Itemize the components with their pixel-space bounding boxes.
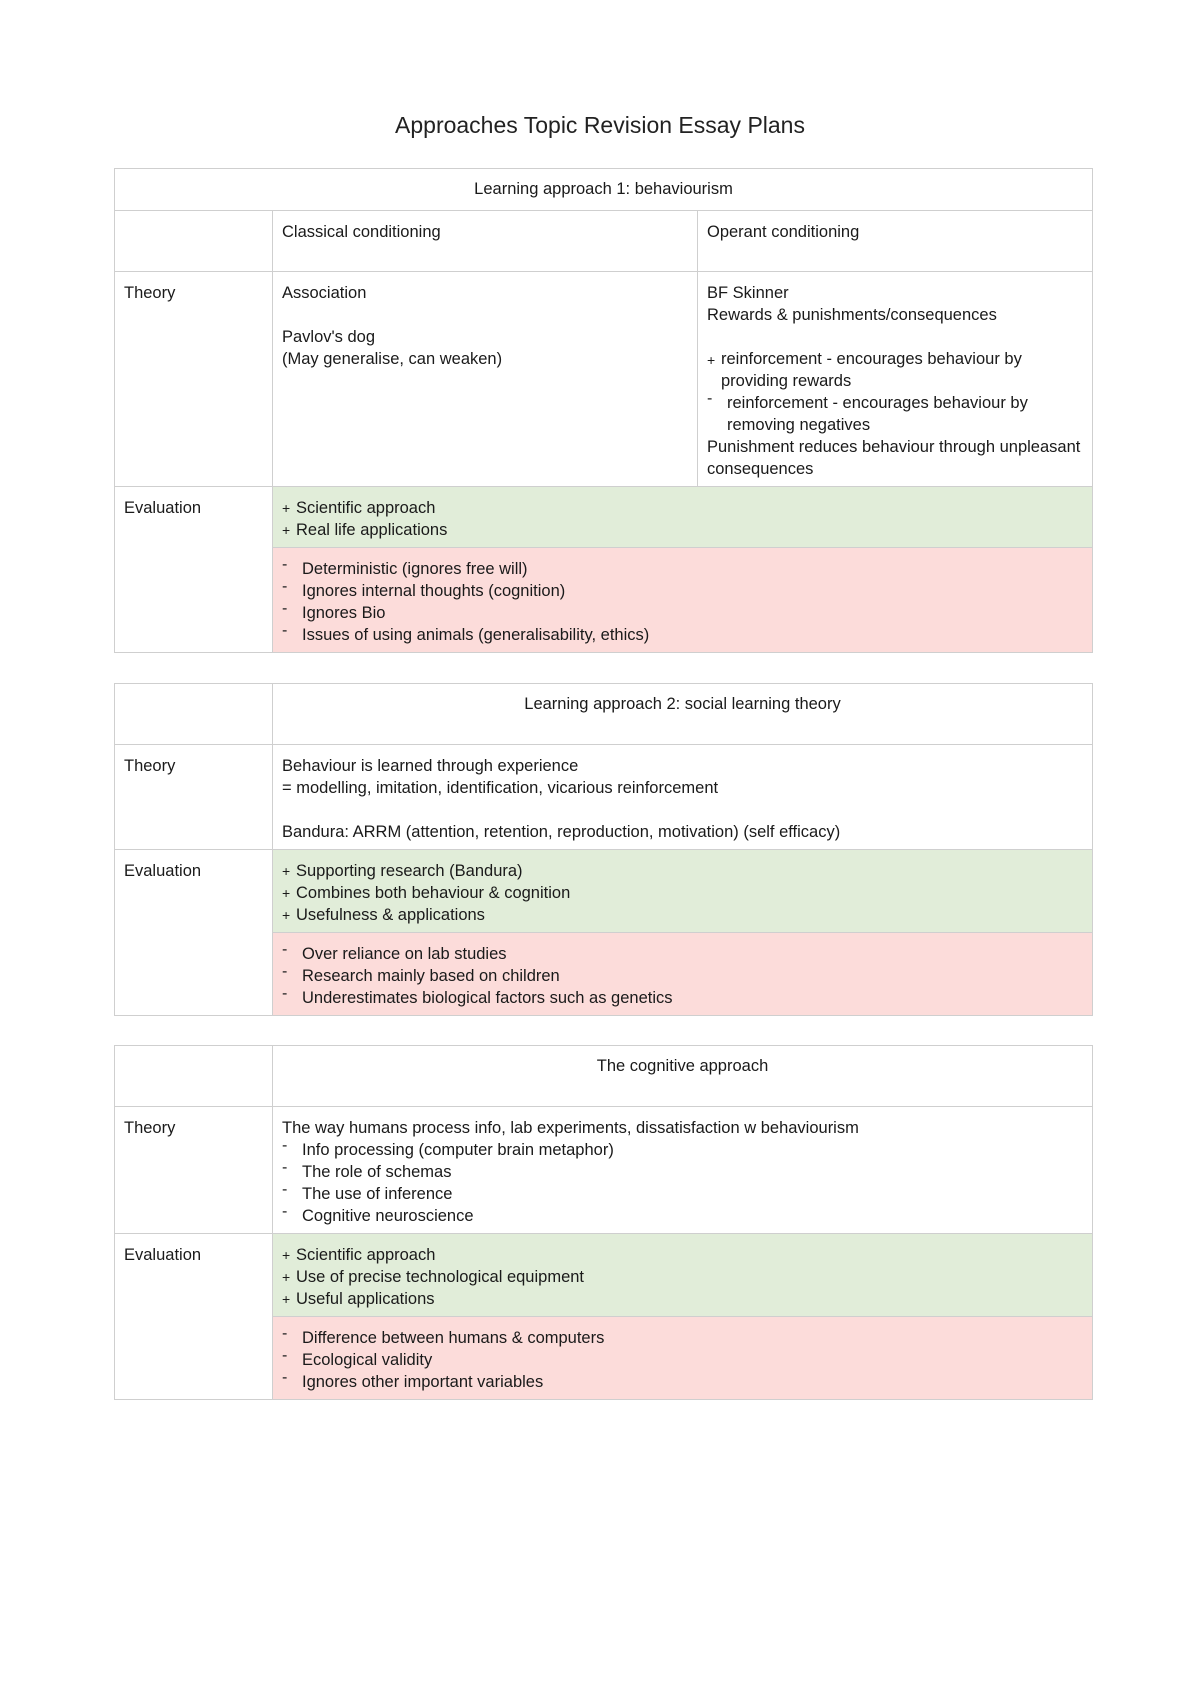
list-item-text: Supporting research (Bandura) [296,862,523,880]
strengths-cell [273,850,1093,933]
list-item-text: Info processing (computer brain metaphor) [302,1141,614,1159]
list-item [282,1266,1083,1288]
text-line: The way humans process info, lab experiments, dissatisfaction w behaviourism [282,1119,859,1137]
list-item-text: reinforcement - encourages behaviour by removing negatives [727,394,1028,434]
list-item-text: Ignores other important variables [302,1373,544,1391]
text-line: Pavlov's dog [282,328,376,346]
list-item-text: Usefulness & applications [296,906,485,924]
list-item [282,580,1083,602]
list-item [282,497,1083,519]
table-header: Learning approach 1: behaviourism [115,169,1093,211]
minus-icon: - [282,1181,288,1198]
strengths-cell [273,487,1093,548]
list-item-text: Combines both behaviour & cognition [296,884,571,902]
list-item [707,392,1083,436]
list-item-text: Ignores internal thoughts (cognition) [302,582,566,600]
minus-icon: - [282,556,288,573]
list-item [282,558,1083,580]
list-item [282,1244,1083,1266]
plus-icon: + [282,500,291,516]
plus-icon: + [282,1247,291,1263]
list-item-text: Research mainly based on children [302,967,560,985]
table-header: The cognitive approach [273,1046,1093,1107]
weaknesses-cell [273,548,1093,653]
empty-cell [115,684,273,745]
classical-theory-cell [273,272,698,487]
minus-icon: - [282,1159,288,1176]
list-item-text: Difference between humans & computers [302,1329,605,1347]
social-learning-table [114,683,1093,1016]
plus-icon: + [282,1269,291,1285]
empty-cell [115,1046,273,1107]
list-item-text: Ecological validity [302,1351,433,1369]
theory-cell [273,745,1093,850]
list-item-text: The use of inference [302,1185,453,1203]
minus-icon: - [282,985,288,1002]
weaknesses-cell [273,1317,1093,1400]
row-label-theory: Theory [115,272,273,487]
strengths-cell [273,1234,1093,1317]
row-label-evaluation: Evaluation [115,487,273,653]
cognitive-table [114,1045,1093,1400]
minus-icon: - [282,1137,288,1154]
plus-icon: + [282,1291,291,1307]
list-item-text: Useful applications [296,1290,435,1308]
list-item-text: Over reliance on lab studies [302,945,507,963]
plus-icon: + [707,352,716,368]
text-line: Behaviour is learned through experience [282,757,579,775]
column-header-classical: Classical conditioning [273,211,698,272]
text-line: BF Skinner [707,284,789,302]
list-item [282,1183,1083,1205]
row-label-theory: Theory [115,1107,273,1234]
text-line: Bandura: ARRM (attention, retention, reproduction, motivation) (self efficacy) [282,823,841,841]
list-item [282,965,1083,987]
column-header-operant: Operant conditioning [698,211,1093,272]
list-item [282,904,1083,926]
list-item-text: Deterministic (ignores free will) [302,560,528,578]
minus-icon: - [282,1369,288,1386]
list-item [282,1161,1083,1183]
plus-icon: + [282,863,291,879]
empty-cell [115,211,273,272]
list-item-text: Underestimates biological factors such as genetics [302,989,673,1007]
list-item [282,602,1083,624]
plus-icon: + [282,885,291,901]
minus-icon: - [282,1203,288,1220]
list-item [282,943,1083,965]
minus-icon: - [282,600,288,617]
plus-icon: + [282,907,291,923]
behaviourism-table [114,168,1093,653]
list-item [282,1371,1083,1393]
minus-icon: - [282,941,288,958]
text-line: Punishment reduces behaviour through unpleasant consequences [707,438,1081,478]
minus-icon: - [282,963,288,980]
list-item [282,1139,1083,1161]
list-item [707,348,1083,392]
table-header: Learning approach 2: social learning theory [273,684,1093,745]
list-item [282,1205,1083,1227]
list-item-text: Ignores Bio [302,604,386,622]
minus-icon: - [282,578,288,595]
list-item-text: Cognitive neuroscience [302,1207,474,1225]
theory-cell [273,1107,1093,1234]
text-line: Association [282,284,367,302]
text-line: = modelling, imitation, identification, vicarious reinforcement [282,779,719,797]
list-item-text: Scientific approach [296,499,436,517]
operant-theory-cell [698,272,1093,487]
list-item-text: Issues of using animals (generalisability, ethics) [302,626,650,644]
list-item [282,860,1083,882]
minus-icon: - [282,1325,288,1342]
list-item [282,519,1083,541]
list-item [282,1327,1083,1349]
list-item [282,987,1083,1009]
minus-icon: - [282,1347,288,1364]
text-line: (May generalise, can weaken) [282,350,503,368]
minus-icon: - [282,622,288,639]
row-label-evaluation: Evaluation [115,850,273,1016]
list-item-text: Scientific approach [296,1246,436,1264]
weaknesses-cell [273,933,1093,1016]
list-item-text: Use of precise technological equipment [296,1268,585,1286]
text-line: Rewards & punishments/consequences [707,306,997,324]
list-item-text: The role of schemas [302,1163,452,1181]
list-item [282,1288,1083,1310]
list-item-text: Real life applications [296,521,448,539]
list-item [282,1349,1083,1371]
list-item-text: reinforcement - encourages behaviour by providing rewards [721,350,1022,390]
row-label-evaluation: Evaluation [115,1234,273,1400]
list-item [282,882,1083,904]
list-item [282,624,1083,646]
plus-icon: + [282,522,291,538]
page-title: Approaches Topic Revision Essay Plans [395,112,805,138]
minus-icon: - [707,390,713,407]
row-label-theory: Theory [115,745,273,850]
